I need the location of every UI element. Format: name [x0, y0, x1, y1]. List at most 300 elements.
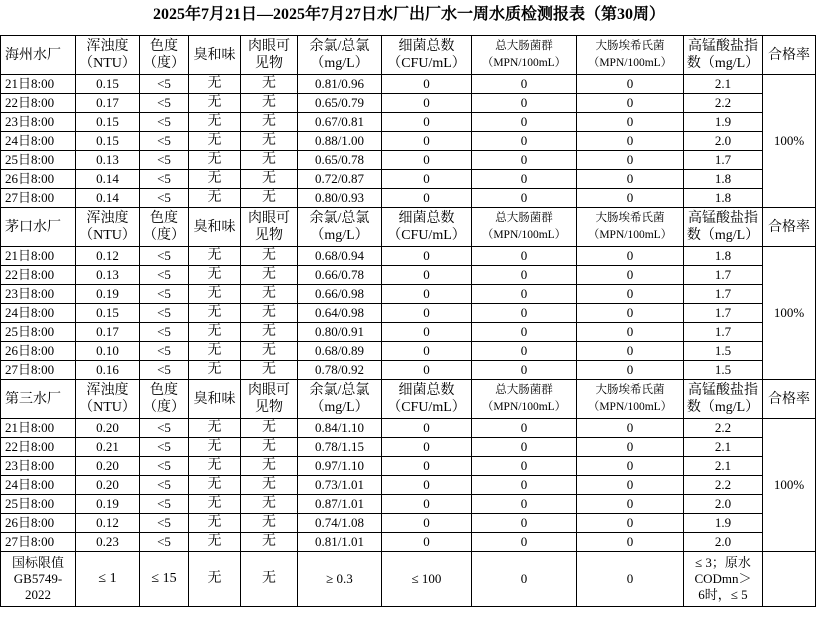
cell-visible: 无 [241, 75, 298, 94]
cell-time: 21日8:00 [1, 75, 76, 94]
cell-cod: 2.1 [684, 438, 763, 457]
cell-color: <5 [140, 361, 189, 380]
cell-odor: 无 [189, 514, 241, 533]
cell-time: 23日8:00 [1, 285, 76, 304]
header-bacteria-line: 细菌总数 [398, 211, 455, 226]
cell-color: <5 [140, 533, 189, 552]
header-coliform-line: 总大肠菌群 [495, 40, 553, 52]
header-color [140, 380, 189, 419]
cell-bacteria: 0 [382, 132, 472, 151]
cell-ecoli: 0 [577, 476, 684, 495]
cell-color: <5 [140, 514, 189, 533]
cell-bacteria: 0 [382, 266, 472, 285]
cell-coliform: 0 [472, 132, 577, 151]
header-coliform-line: 总大肠菌群 [495, 384, 553, 396]
cell-bacteria: 0 [382, 247, 472, 266]
table-row [1, 75, 816, 94]
cell-turbidity: 0.16 [76, 361, 140, 380]
header-color [140, 36, 189, 75]
cell-chlorine: 0.66/0.78 [298, 266, 382, 285]
table-row [1, 514, 816, 533]
cell-coliform: 0 [472, 342, 577, 361]
header-chlorine-line: 余氯/总氯 [309, 383, 370, 398]
cell-chlorine: 0.65/0.78 [298, 151, 382, 170]
header-ecoli [577, 208, 684, 247]
cell-ecoli: 0 [577, 342, 684, 361]
header-ecoli-line: 大肠埃希氏菌 [595, 212, 665, 224]
cell-visible: 无 [241, 495, 298, 514]
cell-turbidity: 0.15 [76, 304, 140, 323]
cell-turbidity: 0.17 [76, 323, 140, 342]
header-color-line: 色度 [150, 39, 178, 54]
cell-coliform: 0 [472, 514, 577, 533]
cell-time: 22日8:00 [1, 438, 76, 457]
cell-turbidity: 0.15 [76, 132, 140, 151]
header-odor: 臭和味 [189, 36, 241, 75]
table-row [1, 247, 816, 266]
cell-ecoli: 0 [577, 113, 684, 132]
header-rate: 合格率 [763, 36, 816, 75]
table-row [1, 342, 816, 361]
header-visible-line: 肉眼可 [248, 383, 290, 398]
cell-odor: 无 [189, 438, 241, 457]
cell-visible: 无 [241, 247, 298, 266]
cell-odor: 无 [189, 94, 241, 113]
cell-chlorine: 0.78/1.15 [298, 438, 382, 457]
header-coliform-line: （MPN/100mL） [481, 57, 567, 69]
cell-ecoli: 0 [577, 457, 684, 476]
cell-bacteria: 0 [382, 419, 472, 438]
cell-odor: 无 [189, 285, 241, 304]
cell-coliform: 0 [472, 495, 577, 514]
cell-odor: 无 [189, 132, 241, 151]
cell-odor: 无 [189, 247, 241, 266]
cell-cod: 1.9 [684, 514, 763, 533]
cell-odor: 无 [189, 533, 241, 552]
cell-time: 25日8:00 [1, 151, 76, 170]
cell-coliform: 0 [472, 189, 577, 208]
cell-color: <5 [140, 342, 189, 361]
cell-chlorine: 0.72/0.87 [298, 170, 382, 189]
plant-name: 茅口水厂 [1, 208, 76, 247]
table-row [1, 438, 816, 457]
limit-ecoli: 0 [577, 552, 684, 607]
header-ecoli-line: 大肠埃希氏菌 [595, 384, 665, 396]
cell-visible: 无 [241, 304, 298, 323]
cell-time: 27日8:00 [1, 533, 76, 552]
header-turbidity [76, 208, 140, 247]
cell-color: <5 [140, 285, 189, 304]
cell-odor: 无 [189, 495, 241, 514]
header-visible-line: 见物 [255, 228, 283, 243]
cell-chlorine: 0.97/1.10 [298, 457, 382, 476]
cell-chlorine: 0.66/0.98 [298, 285, 382, 304]
header-chlorine-line: 余氯/总氯 [309, 39, 370, 54]
cell-odor: 无 [189, 419, 241, 438]
cell-odor: 无 [189, 323, 241, 342]
cell-ecoli: 0 [577, 304, 684, 323]
cell-cod: 2.2 [684, 419, 763, 438]
cell-odor: 无 [189, 170, 241, 189]
limit-color: ≤ 15 [140, 552, 189, 607]
cell-bacteria: 0 [382, 189, 472, 208]
cell-chlorine: 0.80/0.93 [298, 189, 382, 208]
header-color-line: 色度 [150, 211, 178, 226]
cell-coliform: 0 [472, 438, 577, 457]
cell-color: <5 [140, 419, 189, 438]
header-coliform-line: 总大肠菌群 [495, 212, 553, 224]
header-coliform [472, 380, 577, 419]
cell-ecoli: 0 [577, 361, 684, 380]
cell-chlorine: 0.74/1.08 [298, 514, 382, 533]
cell-ecoli: 0 [577, 132, 684, 151]
cell-cod: 1.5 [684, 342, 763, 361]
header-visible-line: 见物 [255, 56, 283, 71]
cell-odor: 无 [189, 151, 241, 170]
plant-name: 第三水厂 [1, 380, 76, 419]
cell-color: <5 [140, 113, 189, 132]
cell-odor: 无 [189, 476, 241, 495]
header-row [1, 36, 816, 75]
header-ecoli-line: （MPN/100mL） [587, 229, 673, 241]
cell-time: 25日8:00 [1, 323, 76, 342]
header-visible [241, 208, 298, 247]
cell-turbidity: 0.21 [76, 438, 140, 457]
pass-rate: 100% [763, 247, 816, 380]
header-ecoli [577, 36, 684, 75]
cell-visible: 无 [241, 533, 298, 552]
limit-bacteria: ≤ 100 [382, 552, 472, 607]
limit-cod-line: CODmn＞ [694, 571, 752, 586]
cell-visible: 无 [241, 323, 298, 342]
cell-visible: 无 [241, 514, 298, 533]
cell-turbidity: 0.15 [76, 75, 140, 94]
header-chlorine-line: （mg/L） [310, 56, 369, 71]
header-visible-line: 肉眼可 [248, 211, 290, 226]
table-row [1, 189, 816, 208]
cell-bacteria: 0 [382, 170, 472, 189]
header-color-line: （度） [143, 400, 185, 415]
cell-coliform: 0 [472, 94, 577, 113]
header-coliform-line: （MPN/100mL） [481, 401, 567, 413]
cell-odor: 无 [189, 189, 241, 208]
cell-ecoli: 0 [577, 94, 684, 113]
cell-turbidity: 0.12 [76, 247, 140, 266]
header-turbidity-line: 浑浊度 [86, 39, 129, 54]
header-turbidity [76, 380, 140, 419]
cell-cod: 2.2 [684, 476, 763, 495]
cell-cod: 2.0 [684, 533, 763, 552]
cell-time: 22日8:00 [1, 94, 76, 113]
cell-visible: 无 [241, 189, 298, 208]
cell-color: <5 [140, 438, 189, 457]
header-color-line: （度） [143, 228, 185, 243]
header-chlorine-line: （mg/L） [310, 228, 369, 243]
cell-cod: 2.0 [684, 132, 763, 151]
cell-cod: 1.7 [684, 304, 763, 323]
cell-ecoli: 0 [577, 514, 684, 533]
cell-time: 25日8:00 [1, 495, 76, 514]
header-turbidity [76, 36, 140, 75]
header-cod-line: 数（mg/L） [686, 56, 760, 71]
cell-coliform: 0 [472, 113, 577, 132]
table-row [1, 419, 816, 438]
pass-rate: 100% [763, 419, 816, 552]
limit-odor: 无 [189, 552, 241, 607]
cell-visible: 无 [241, 266, 298, 285]
cell-turbidity: 0.14 [76, 170, 140, 189]
cell-visible: 无 [241, 457, 298, 476]
cell-visible: 无 [241, 94, 298, 113]
table-row [1, 323, 816, 342]
header-turbidity-line: （NTU） [79, 400, 136, 415]
cell-coliform: 0 [472, 304, 577, 323]
cell-chlorine: 0.65/0.79 [298, 94, 382, 113]
header-cod-line: 高锰酸盐指 [688, 39, 758, 54]
cell-time: 26日8:00 [1, 514, 76, 533]
cell-time: 23日8:00 [1, 113, 76, 132]
limit-cod-line: ≤ 3；原水 [695, 555, 751, 570]
cell-cod: 2.1 [684, 457, 763, 476]
cell-cod: 2.0 [684, 495, 763, 514]
cell-turbidity: 0.17 [76, 94, 140, 113]
cell-chlorine: 0.64/0.98 [298, 304, 382, 323]
cell-bacteria: 0 [382, 514, 472, 533]
table-row [1, 170, 816, 189]
header-turbidity-line: 浑浊度 [86, 211, 129, 226]
limits-label-line: 国标限值 [11, 555, 64, 570]
cell-time: 26日8:00 [1, 170, 76, 189]
cell-bacteria: 0 [382, 323, 472, 342]
cell-time: 26日8:00 [1, 342, 76, 361]
header-visible-line: 见物 [255, 400, 283, 415]
limit-rate-empty [763, 552, 816, 607]
header-odor: 臭和味 [189, 208, 241, 247]
cell-color: <5 [140, 495, 189, 514]
cell-bacteria: 0 [382, 94, 472, 113]
cell-color: <5 [140, 266, 189, 285]
cell-time: 27日8:00 [1, 189, 76, 208]
header-cod-line: 数（mg/L） [686, 400, 760, 415]
cell-chlorine: 0.67/0.81 [298, 113, 382, 132]
cell-turbidity: 0.20 [76, 419, 140, 438]
header-cod-line: 数（mg/L） [686, 228, 760, 243]
cell-time: 21日8:00 [1, 247, 76, 266]
cell-coliform: 0 [472, 151, 577, 170]
cell-visible: 无 [241, 113, 298, 132]
cell-turbidity: 0.20 [76, 476, 140, 495]
cell-chlorine: 0.68/0.94 [298, 247, 382, 266]
header-turbidity-line: （NTU） [79, 228, 136, 243]
cell-visible: 无 [241, 419, 298, 438]
header-ecoli-line: （MPN/100mL） [587, 401, 673, 413]
cell-odor: 无 [189, 361, 241, 380]
cell-visible: 无 [241, 342, 298, 361]
cell-odor: 无 [189, 457, 241, 476]
header-row [1, 380, 816, 419]
table-row [1, 94, 816, 113]
cell-ecoli: 0 [577, 419, 684, 438]
cell-cod: 1.8 [684, 189, 763, 208]
cell-ecoli: 0 [577, 247, 684, 266]
cell-coliform: 0 [472, 75, 577, 94]
header-turbidity-line: 浑浊度 [86, 383, 129, 398]
cell-chlorine: 0.84/1.10 [298, 419, 382, 438]
limits-label-line: 2022 [25, 587, 51, 602]
cell-color: <5 [140, 170, 189, 189]
cell-color: <5 [140, 304, 189, 323]
cell-bacteria: 0 [382, 361, 472, 380]
cell-ecoli: 0 [577, 533, 684, 552]
table-row [1, 266, 816, 285]
cell-ecoli: 0 [577, 75, 684, 94]
cell-cod: 1.7 [684, 151, 763, 170]
cell-ecoli: 0 [577, 438, 684, 457]
table-row [1, 285, 816, 304]
cell-turbidity: 0.19 [76, 285, 140, 304]
cell-bacteria: 0 [382, 304, 472, 323]
cell-time: 21日8:00 [1, 419, 76, 438]
cell-bacteria: 0 [382, 438, 472, 457]
header-chlorine [298, 36, 382, 75]
header-chlorine-line: 余氯/总氯 [309, 211, 370, 226]
header-color-line: 色度 [150, 383, 178, 398]
cell-color: <5 [140, 476, 189, 495]
header-cod [684, 380, 763, 419]
table-row [1, 132, 816, 151]
cell-odor: 无 [189, 113, 241, 132]
cell-color: <5 [140, 189, 189, 208]
header-bacteria-line: 细菌总数 [398, 383, 455, 398]
table-row [1, 113, 816, 132]
header-chlorine [298, 208, 382, 247]
header-bacteria-line: （CFU/mL） [387, 56, 466, 71]
cell-visible: 无 [241, 361, 298, 380]
water-quality-table [0, 35, 816, 607]
cell-chlorine: 0.81/1.01 [298, 533, 382, 552]
cell-cod: 1.5 [684, 361, 763, 380]
table-row [1, 361, 816, 380]
cell-chlorine: 0.78/0.92 [298, 361, 382, 380]
header-row [1, 208, 816, 247]
cell-bacteria: 0 [382, 75, 472, 94]
header-cod-line: 高锰酸盐指 [688, 211, 758, 226]
cell-ecoli: 0 [577, 170, 684, 189]
limits-row [1, 552, 816, 607]
cell-color: <5 [140, 94, 189, 113]
cell-cod: 1.7 [684, 266, 763, 285]
cell-cod: 2.1 [684, 75, 763, 94]
cell-coliform: 0 [472, 247, 577, 266]
cell-color: <5 [140, 132, 189, 151]
cell-cod: 1.7 [684, 323, 763, 342]
cell-cod: 1.8 [684, 170, 763, 189]
cell-odor: 无 [189, 75, 241, 94]
cell-visible: 无 [241, 285, 298, 304]
cell-ecoli: 0 [577, 266, 684, 285]
cell-time: 24日8:00 [1, 132, 76, 151]
cell-odor: 无 [189, 266, 241, 285]
plant-name: 海州水厂 [1, 36, 76, 75]
cell-bacteria: 0 [382, 495, 472, 514]
header-color [140, 208, 189, 247]
header-bacteria [382, 36, 472, 75]
cell-visible: 无 [241, 151, 298, 170]
cell-time: 24日8:00 [1, 476, 76, 495]
table-row [1, 476, 816, 495]
cell-color: <5 [140, 151, 189, 170]
cell-cod: 2.2 [684, 94, 763, 113]
header-turbidity-line: （NTU） [79, 56, 136, 71]
limit-visible: 无 [241, 552, 298, 607]
cell-bacteria: 0 [382, 533, 472, 552]
cell-chlorine: 0.88/1.00 [298, 132, 382, 151]
cell-bacteria: 0 [382, 476, 472, 495]
cell-chlorine: 0.73/1.01 [298, 476, 382, 495]
header-coliform [472, 208, 577, 247]
cell-turbidity: 0.14 [76, 189, 140, 208]
cell-bacteria: 0 [382, 113, 472, 132]
table-row [1, 457, 816, 476]
header-rate: 合格率 [763, 208, 816, 247]
cell-coliform: 0 [472, 170, 577, 189]
header-visible-line: 肉眼可 [248, 39, 290, 54]
cell-coliform: 0 [472, 323, 577, 342]
cell-coliform: 0 [472, 533, 577, 552]
limit-turbidity: ≤ 1 [76, 552, 140, 607]
header-bacteria [382, 208, 472, 247]
table-row [1, 151, 816, 170]
header-cod-line: 高锰酸盐指 [688, 383, 758, 398]
header-visible [241, 380, 298, 419]
limit-cod-line: 6时，≤ 5 [698, 587, 748, 602]
header-bacteria-line: （CFU/mL） [387, 400, 466, 415]
page-title: 2025年7月21日—2025年7月27日水厂出厂水一周水质检测报表（第30周） [152, 6, 665, 23]
header-ecoli-line: 大肠埃希氏菌 [595, 40, 665, 52]
cell-bacteria: 0 [382, 151, 472, 170]
cell-coliform: 0 [472, 266, 577, 285]
cell-visible: 无 [241, 438, 298, 457]
cell-visible: 无 [241, 170, 298, 189]
table-row [1, 304, 816, 323]
header-cod [684, 36, 763, 75]
cell-visible: 无 [241, 132, 298, 151]
cell-chlorine: 0.87/1.01 [298, 495, 382, 514]
cell-visible: 无 [241, 476, 298, 495]
cell-turbidity: 0.13 [76, 151, 140, 170]
cell-bacteria: 0 [382, 342, 472, 361]
header-ecoli-line: （MPN/100mL） [587, 57, 673, 69]
cell-color: <5 [140, 247, 189, 266]
header-cod [684, 208, 763, 247]
cell-turbidity: 0.20 [76, 457, 140, 476]
cell-odor: 无 [189, 342, 241, 361]
cell-ecoli: 0 [577, 495, 684, 514]
header-bacteria [382, 380, 472, 419]
cell-ecoli: 0 [577, 151, 684, 170]
limit-chlorine: ≥ 0.3 [298, 552, 382, 607]
cell-color: <5 [140, 323, 189, 342]
header-coliform-line: （MPN/100mL） [481, 229, 567, 241]
cell-cod: 1.7 [684, 285, 763, 304]
cell-coliform: 0 [472, 419, 577, 438]
header-chlorine-line: （mg/L） [310, 400, 369, 415]
cell-coliform: 0 [472, 457, 577, 476]
cell-turbidity: 0.12 [76, 514, 140, 533]
cell-color: <5 [140, 457, 189, 476]
cell-ecoli: 0 [577, 285, 684, 304]
cell-time: 27日8:00 [1, 361, 76, 380]
